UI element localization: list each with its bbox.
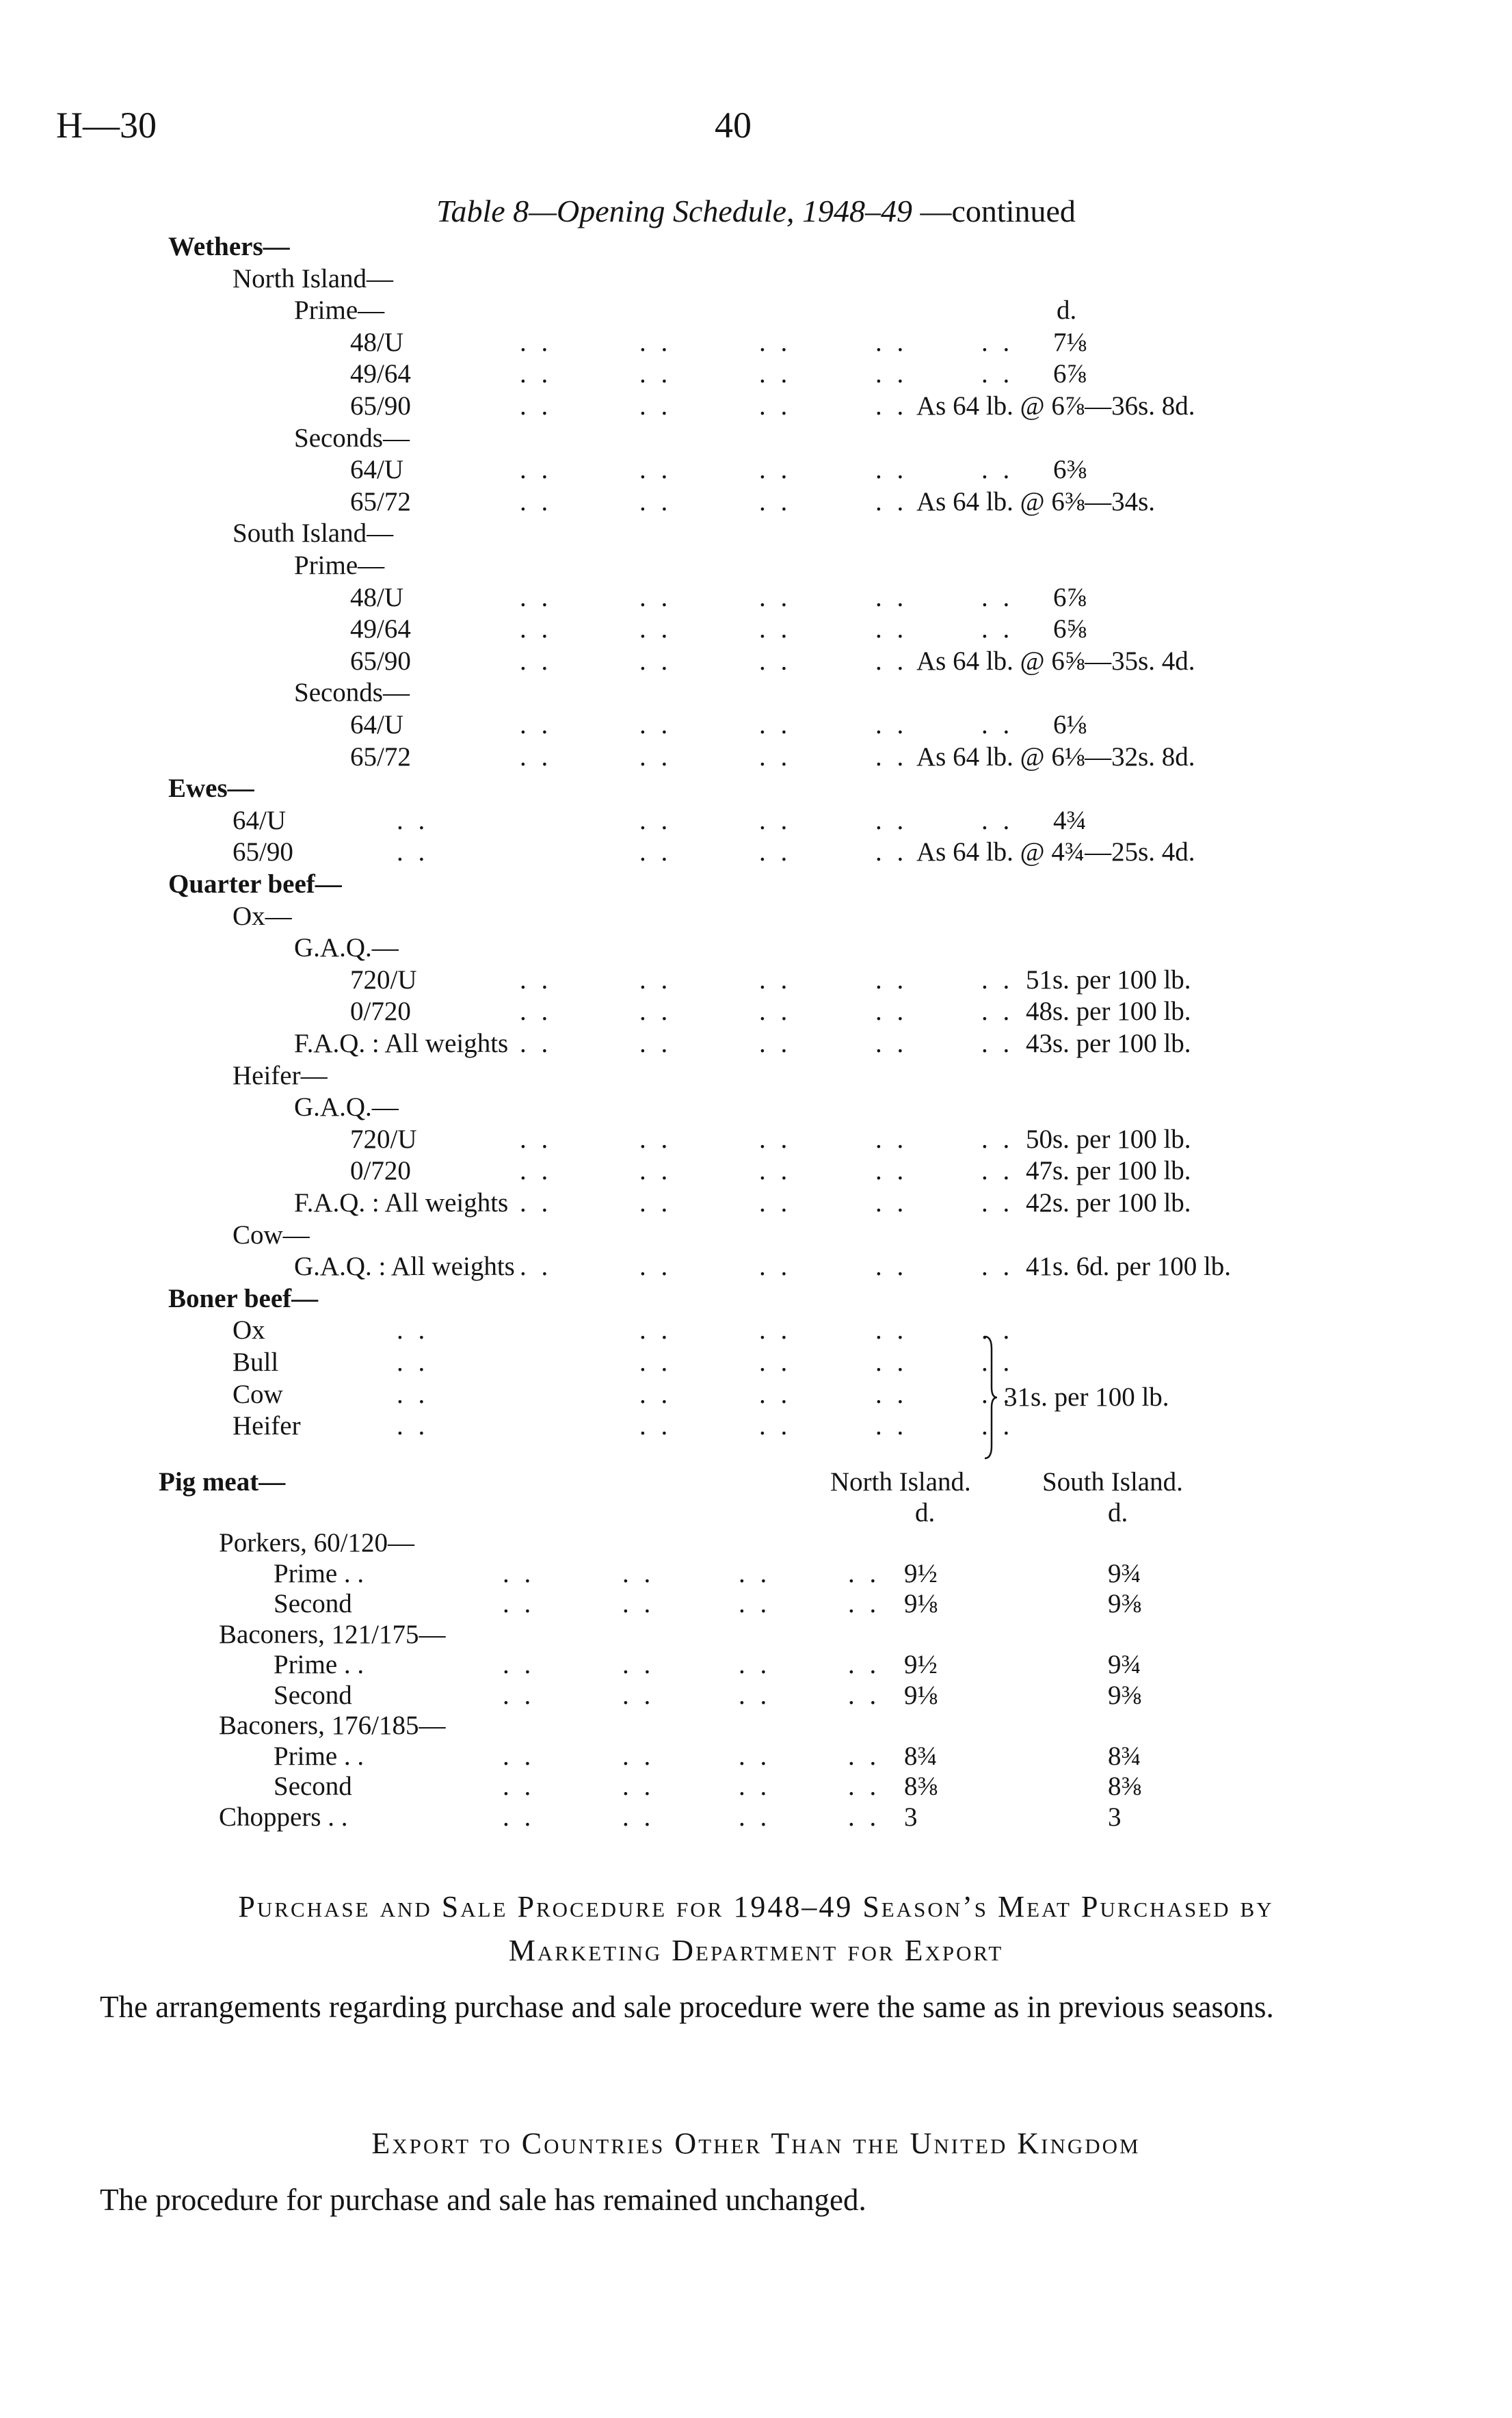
- north-island-price: 9½: [904, 1650, 938, 1679]
- leader-dots: . .: [503, 1589, 535, 1618]
- schedule-row: [0, 964, 1512, 996]
- leader-dots: . .: [875, 359, 908, 389]
- leader-dots: . .: [520, 1029, 553, 1058]
- schedule-row: [0, 996, 1512, 1027]
- leader-dots: . .: [981, 805, 1014, 835]
- schedule-row-label: 64/U: [233, 805, 286, 835]
- leader-dots: . .: [739, 1558, 771, 1588]
- schedule-row-label: 49/64: [350, 359, 411, 389]
- section-heading-purchase-sale: Purchase and Sale Procedure for 1948–49 Season’s Meat Purchased by: [238, 1890, 1274, 1923]
- leader-dots: . .: [875, 1156, 908, 1186]
- schedule-row-value: 48s. per 100 lb.: [1026, 997, 1191, 1027]
- schedule-row-value: As 64 lb. @ 6⅝—35s. 4d.: [916, 646, 1195, 676]
- schedule-row-label: Bull: [233, 1348, 279, 1377]
- leader-dots: . .: [739, 1802, 771, 1832]
- leader-dots: . .: [981, 997, 1014, 1027]
- schedule-row-value: 6⅛: [1053, 710, 1087, 739]
- unit-label: d.: [1057, 295, 1077, 326]
- schedule-row-label: Cow: [233, 1379, 283, 1409]
- north-island-price: 8¾: [904, 1741, 938, 1771]
- pig-row: [0, 1802, 1512, 1833]
- leader-dots: . .: [739, 1741, 771, 1771]
- pig-row: [0, 1527, 1512, 1559]
- leader-dots: . .: [759, 1315, 792, 1345]
- schedule-row-label: Ox—: [233, 901, 292, 931]
- leader-dots: . .: [622, 1589, 655, 1618]
- caption-title: Table 8—Opening Schedule, 1948–49: [436, 194, 912, 228]
- leader-dots: . .: [503, 1680, 535, 1710]
- schedule-row-value: 42s. per 100 lb.: [1026, 1188, 1191, 1218]
- schedule-row: [0, 1187, 1512, 1219]
- schedule-row: [0, 869, 1512, 900]
- pig-unit-row: [0, 1497, 1512, 1529]
- leader-dots: . .: [759, 1188, 792, 1218]
- schedule-row: [0, 486, 1512, 518]
- schedule-row: [0, 677, 1512, 709]
- leader-dots: . .: [981, 1315, 1014, 1345]
- leader-dots: . .: [739, 1680, 771, 1710]
- leader-dots: . .: [739, 1650, 771, 1679]
- leader-dots: . .: [639, 837, 672, 867]
- schedule-row-label: 65/90: [350, 391, 411, 421]
- leader-dots: . .: [639, 391, 672, 421]
- leader-dots: . .: [875, 1411, 908, 1441]
- leader-dots: . .: [759, 837, 792, 867]
- schedule-row: [0, 1060, 1512, 1092]
- schedule-row: [0, 646, 1512, 677]
- leader-dots: . .: [981, 359, 1014, 389]
- leader-dots: . .: [739, 1772, 771, 1801]
- north-island-price: 9⅛: [904, 1680, 938, 1710]
- leader-dots: . .: [981, 1156, 1014, 1186]
- north-unit-label: d.: [915, 1497, 936, 1527]
- table-caption: [0, 193, 1512, 229]
- leader-dots: . .: [759, 805, 792, 835]
- schedule-row-label: Quarter beef—: [168, 869, 342, 899]
- schedule-row-label: 65/72: [350, 741, 411, 772]
- leader-dots: . .: [875, 837, 908, 867]
- leader-dots: . .: [520, 614, 553, 644]
- leader-dots: . .: [639, 455, 672, 485]
- schedule-row-label: 65/72: [350, 486, 411, 516]
- schedule-row: [0, 582, 1512, 614]
- leader-dots: . .: [739, 1589, 771, 1618]
- schedule-row: [0, 901, 1512, 932]
- schedule-row-value: 6⅞: [1053, 582, 1087, 612]
- schedule-row-label: 65/90: [350, 646, 411, 676]
- leader-dots: . .: [848, 1650, 881, 1679]
- leader-dots: . .: [520, 486, 553, 516]
- schedule-row: [0, 1155, 1512, 1187]
- north-island-price: 3: [904, 1802, 918, 1832]
- south-island-price: 8⅜: [1108, 1772, 1141, 1801]
- schedule-row-label: Seconds—: [294, 423, 410, 453]
- leader-dots: . .: [397, 1411, 429, 1441]
- leader-dots: . .: [875, 646, 908, 676]
- schedule-row-label: F.A.Q. : All weights: [294, 1029, 509, 1058]
- pig-row-label: Second: [274, 1589, 352, 1618]
- leader-dots: . .: [639, 614, 672, 644]
- leader-dots: . .: [981, 455, 1014, 485]
- schedule-row-label: F.A.Q. : All weights: [294, 1188, 509, 1218]
- boner-beef-price: 31s. per 100 lb.: [1004, 1382, 1169, 1412]
- schedule-row-value: 50s. per 100 lb.: [1026, 1124, 1191, 1154]
- north-island-price: 9⅛: [904, 1589, 938, 1618]
- pig-row-label: Second: [274, 1680, 352, 1710]
- leader-dots: . .: [875, 455, 908, 485]
- leader-dots: . .: [397, 837, 429, 867]
- schedule-row-value: 51s. per 100 lb.: [1026, 964, 1191, 995]
- leader-dots: . .: [981, 1411, 1014, 1441]
- leader-dots: . .: [875, 391, 908, 421]
- pig-row-label: Second: [274, 1772, 352, 1801]
- leader-dots: . .: [639, 1188, 672, 1218]
- schedule-row: [0, 1028, 1512, 1060]
- pig-row-label: Prime . .: [274, 1741, 364, 1771]
- leader-dots: . .: [639, 1315, 672, 1345]
- schedule-row-label: Wethers—: [168, 232, 290, 261]
- leader-dots: . .: [520, 710, 553, 739]
- pig-meat-title: Pig meat—: [159, 1467, 286, 1497]
- leader-dots: . .: [397, 1348, 429, 1377]
- schedule-row-label: South Island—: [233, 518, 394, 549]
- section-paragraph-export-other-countries: The procedure for purchase and sale has remained unchanged.: [100, 2183, 866, 2217]
- schedule-row-value: 43s. per 100 lb.: [1026, 1029, 1191, 1058]
- schedule-row-label: Prime—: [294, 295, 385, 326]
- leader-dots: . .: [520, 1124, 553, 1154]
- leader-dots: . .: [875, 582, 908, 612]
- leader-dots: . .: [848, 1802, 881, 1832]
- schedule-row-label: Heifer: [233, 1411, 301, 1441]
- leader-dots: . .: [520, 1156, 553, 1186]
- schedule-row: [0, 837, 1512, 868]
- page-reference: H—30: [56, 105, 157, 146]
- leader-dots: . .: [520, 741, 553, 772]
- column-header-south-island: South Island.: [1042, 1467, 1183, 1497]
- leader-dots: . .: [759, 455, 792, 485]
- schedule-row: [0, 614, 1512, 645]
- schedule-row: [0, 932, 1512, 964]
- pig-row: [0, 1558, 1512, 1590]
- schedule-row: [0, 327, 1512, 358]
- schedule-row: [0, 263, 1512, 295]
- leader-dots: . .: [981, 1188, 1014, 1218]
- leader-dots: . .: [759, 964, 792, 995]
- schedule-row-value: 47s. per 100 lb.: [1026, 1156, 1191, 1186]
- leader-dots: . .: [848, 1558, 881, 1588]
- pig-row-label: Porkers, 60/120—: [219, 1528, 414, 1558]
- leader-dots: . .: [759, 1411, 792, 1441]
- leader-dots: . .: [759, 582, 792, 612]
- schedule-row: [0, 231, 1512, 263]
- schedule-row-value: 4¾: [1053, 805, 1087, 835]
- leader-dots: . .: [503, 1558, 535, 1588]
- boner-beef-brace: [983, 1335, 998, 1460]
- schedule-row-label: 0/720: [350, 997, 411, 1027]
- south-island-price: 9⅜: [1108, 1680, 1141, 1710]
- leader-dots: . .: [639, 582, 672, 612]
- leader-dots: . .: [875, 1348, 908, 1377]
- leader-dots: . .: [875, 997, 908, 1027]
- leader-dots: . .: [848, 1589, 881, 1618]
- south-island-price: 9⅜: [1108, 1589, 1141, 1618]
- schedule-row: [0, 1220, 1512, 1251]
- leader-dots: . .: [639, 1124, 672, 1154]
- pig-row-label: Prime . .: [274, 1558, 364, 1588]
- pig-row: [0, 1619, 1512, 1651]
- pig-row-label: Prime . .: [274, 1650, 364, 1679]
- leader-dots: . .: [759, 1156, 792, 1186]
- schedule-row: [0, 550, 1512, 581]
- schedule-row-label: 48/U: [350, 327, 403, 357]
- leader-dots: . .: [639, 997, 672, 1027]
- leader-dots: . .: [520, 997, 553, 1027]
- pig-row-label: Baconers, 121/175—: [219, 1619, 446, 1649]
- leader-dots: . .: [520, 964, 553, 995]
- leader-dots: . .: [622, 1558, 655, 1588]
- leader-dots: . .: [981, 1379, 1014, 1409]
- schedule-row-label: Ox: [233, 1315, 265, 1345]
- leader-dots: . .: [520, 359, 553, 389]
- leader-dots: . .: [875, 1315, 908, 1345]
- schedule-row-label: 48/U: [350, 582, 403, 612]
- leader-dots: . .: [875, 805, 908, 835]
- leader-dots: . .: [622, 1650, 655, 1679]
- leader-dots: . .: [639, 1252, 672, 1282]
- leader-dots: . .: [981, 1252, 1014, 1282]
- leader-dots: . .: [639, 327, 672, 357]
- leader-dots: . .: [520, 1252, 553, 1282]
- pig-row-label: Choppers . .: [219, 1802, 348, 1832]
- column-header-north-island: North Island.: [830, 1467, 971, 1497]
- leader-dots: . .: [639, 1411, 672, 1441]
- leader-dots: . .: [639, 486, 672, 516]
- leader-dots: . .: [981, 1029, 1014, 1058]
- leader-dots: . .: [981, 1348, 1014, 1377]
- schedule-row-value: As 64 lb. @ 4¾—25s. 4d.: [916, 837, 1195, 867]
- leader-dots: . .: [520, 327, 553, 357]
- leader-dots: . .: [981, 327, 1014, 357]
- pig-row: [0, 1710, 1512, 1742]
- schedule-row-value: 41s. 6d. per 100 lb.: [1026, 1252, 1232, 1282]
- leader-dots: . .: [875, 327, 908, 357]
- leader-dots: . .: [520, 582, 553, 612]
- leader-dots: . .: [759, 646, 792, 676]
- schedule-row-label: 720/U: [350, 964, 417, 995]
- pig-header-row: [0, 1467, 1512, 1498]
- leader-dots: . .: [875, 486, 908, 516]
- leader-dots: . .: [875, 1124, 908, 1154]
- leader-dots: . .: [622, 1680, 655, 1710]
- schedule-row-label: 65/90: [233, 837, 293, 867]
- pig-row: [0, 1771, 1512, 1802]
- leader-dots: . .: [639, 359, 672, 389]
- schedule-row-value: 6⅞: [1053, 359, 1087, 389]
- leader-dots: . .: [639, 741, 672, 772]
- schedule-row: [0, 423, 1512, 454]
- south-unit-label: d.: [1108, 1497, 1128, 1527]
- leader-dots: . .: [639, 1348, 672, 1377]
- schedule-row-label: G.A.Q. : All weights: [294, 1252, 515, 1282]
- leader-dots: . .: [981, 710, 1014, 739]
- leader-dots: . .: [397, 1379, 429, 1409]
- leader-dots: . .: [848, 1680, 881, 1710]
- leader-dots: . .: [759, 486, 792, 516]
- schedule-row-label: Ewes—: [168, 774, 254, 804]
- schedule-row: [0, 1347, 1512, 1378]
- leader-dots: . .: [759, 1379, 792, 1409]
- pig-row: [0, 1588, 1512, 1620]
- schedule-row-label: Cow—: [233, 1220, 310, 1250]
- schedule-row-label: Seconds—: [294, 678, 410, 708]
- leader-dots: . .: [520, 391, 553, 421]
- schedule-row: [0, 805, 1512, 837]
- schedule-row: [0, 709, 1512, 741]
- schedule-row: [0, 1283, 1512, 1315]
- south-island-price: 9¾: [1108, 1650, 1141, 1679]
- schedule-row: [0, 391, 1512, 422]
- schedule-row-label: North Island—: [233, 263, 394, 293]
- schedule-row: [0, 1092, 1512, 1123]
- leader-dots: . .: [981, 614, 1014, 644]
- leader-dots: . .: [875, 1188, 908, 1218]
- schedule-row: [0, 1124, 1512, 1155]
- schedule-row: [0, 1251, 1512, 1283]
- leader-dots: . .: [759, 359, 792, 389]
- leader-dots: . .: [622, 1741, 655, 1771]
- leader-dots: . .: [503, 1741, 535, 1771]
- schedule-row-value: 7⅛: [1053, 327, 1087, 357]
- pig-row: [0, 1680, 1512, 1711]
- leader-dots: . .: [981, 964, 1014, 995]
- schedule-row: [0, 518, 1512, 549]
- leader-dots: . .: [875, 964, 908, 995]
- schedule-row-value: As 64 lb. @ 6⅜—34s.: [916, 486, 1156, 516]
- leader-dots: . .: [759, 741, 792, 772]
- schedule-row-label: 49/64: [350, 614, 411, 644]
- leader-dots: . .: [397, 805, 429, 835]
- leader-dots: . .: [639, 710, 672, 739]
- schedule-row-label: 64/U: [350, 710, 403, 739]
- leader-dots: . .: [639, 805, 672, 835]
- leader-dots: . .: [759, 1348, 792, 1377]
- page-number: 40: [715, 105, 752, 146]
- leader-dots: . .: [622, 1802, 655, 1832]
- section-paragraph-purchase-sale: The arrangements regarding purchase and sale procedure were the same as in previous seasons.: [100, 1990, 1274, 2024]
- schedule-row-label: Heifer—: [233, 1060, 328, 1090]
- leader-dots: . .: [639, 1029, 672, 1058]
- leader-dots: . .: [875, 1252, 908, 1282]
- leader-dots: . .: [397, 1315, 429, 1345]
- schedule-row-label: G.A.Q.—: [294, 1092, 399, 1122]
- north-island-price: 8⅜: [904, 1772, 938, 1801]
- leader-dots: . .: [759, 1252, 792, 1282]
- leader-dots: . .: [520, 1188, 553, 1218]
- leader-dots: . .: [759, 710, 792, 739]
- leader-dots: . .: [520, 455, 553, 485]
- schedule-row: [0, 358, 1512, 390]
- schedule-row: [0, 741, 1512, 773]
- section-heading-export-other-countries: Export to Countries Other Than the United Kingdom: [371, 2127, 1141, 2160]
- schedule-row-value: 6⅝: [1053, 614, 1087, 644]
- pig-row: [0, 1741, 1512, 1772]
- leader-dots: . .: [875, 710, 908, 739]
- south-island-price: 3: [1108, 1802, 1122, 1832]
- leader-dots: . .: [759, 1029, 792, 1058]
- leader-dots: . .: [875, 1379, 908, 1409]
- schedule-row: [0, 1379, 1512, 1410]
- pig-row-label: Baconers, 176/185—: [219, 1711, 446, 1740]
- caption-continued: —continued: [912, 194, 1076, 228]
- leader-dots: . .: [875, 614, 908, 644]
- pig-row: [0, 1649, 1512, 1681]
- schedule-row-value: As 64 lb. @ 6⅛—32s. 8d.: [916, 741, 1195, 772]
- leader-dots: . .: [503, 1650, 535, 1679]
- north-island-price: 9½: [904, 1558, 938, 1588]
- leader-dots: . .: [639, 964, 672, 995]
- leader-dots: . .: [622, 1772, 655, 1801]
- schedule-row-label: G.A.Q.—: [294, 933, 399, 963]
- schedule-row: [0, 1410, 1512, 1442]
- schedule-row-value: As 64 lb. @ 6⅞—36s. 8d.: [916, 391, 1195, 421]
- leader-dots: . .: [759, 391, 792, 421]
- leader-dots: . .: [503, 1802, 535, 1832]
- schedule-row-label: Prime—: [294, 551, 385, 580]
- leader-dots: . .: [520, 646, 553, 676]
- leader-dots: . .: [875, 741, 908, 772]
- leader-dots: . .: [759, 327, 792, 357]
- leader-dots: . .: [759, 1124, 792, 1154]
- schedule-row-label: 64/U: [350, 455, 403, 485]
- leader-dots: . .: [848, 1772, 881, 1801]
- schedule-row-label: 0/720: [350, 1156, 411, 1186]
- leader-dots: . .: [639, 1156, 672, 1186]
- leader-dots: . .: [875, 1029, 908, 1058]
- south-island-price: 8¾: [1108, 1741, 1141, 1771]
- section-heading-purchase-sale-line2: Marketing Department for Export: [508, 1934, 1004, 1967]
- leader-dots: . .: [848, 1741, 881, 1771]
- schedule-row: [0, 773, 1512, 804]
- schedule-row: [0, 1315, 1512, 1346]
- leader-dots: . .: [759, 614, 792, 644]
- south-island-price: 9¾: [1108, 1558, 1141, 1588]
- schedule-row-label: Boner beef—: [168, 1283, 319, 1313]
- leader-dots: . .: [639, 1379, 672, 1409]
- leader-dots: . .: [759, 997, 792, 1027]
- leader-dots: . .: [981, 1124, 1014, 1154]
- schedule-row: [0, 295, 1512, 326]
- schedule-row-label: 720/U: [350, 1124, 417, 1154]
- schedule-row: [0, 454, 1512, 486]
- schedule-row-value: 6⅜: [1053, 455, 1087, 485]
- leader-dots: . .: [503, 1772, 535, 1801]
- leader-dots: . .: [981, 582, 1014, 612]
- leader-dots: . .: [639, 646, 672, 676]
